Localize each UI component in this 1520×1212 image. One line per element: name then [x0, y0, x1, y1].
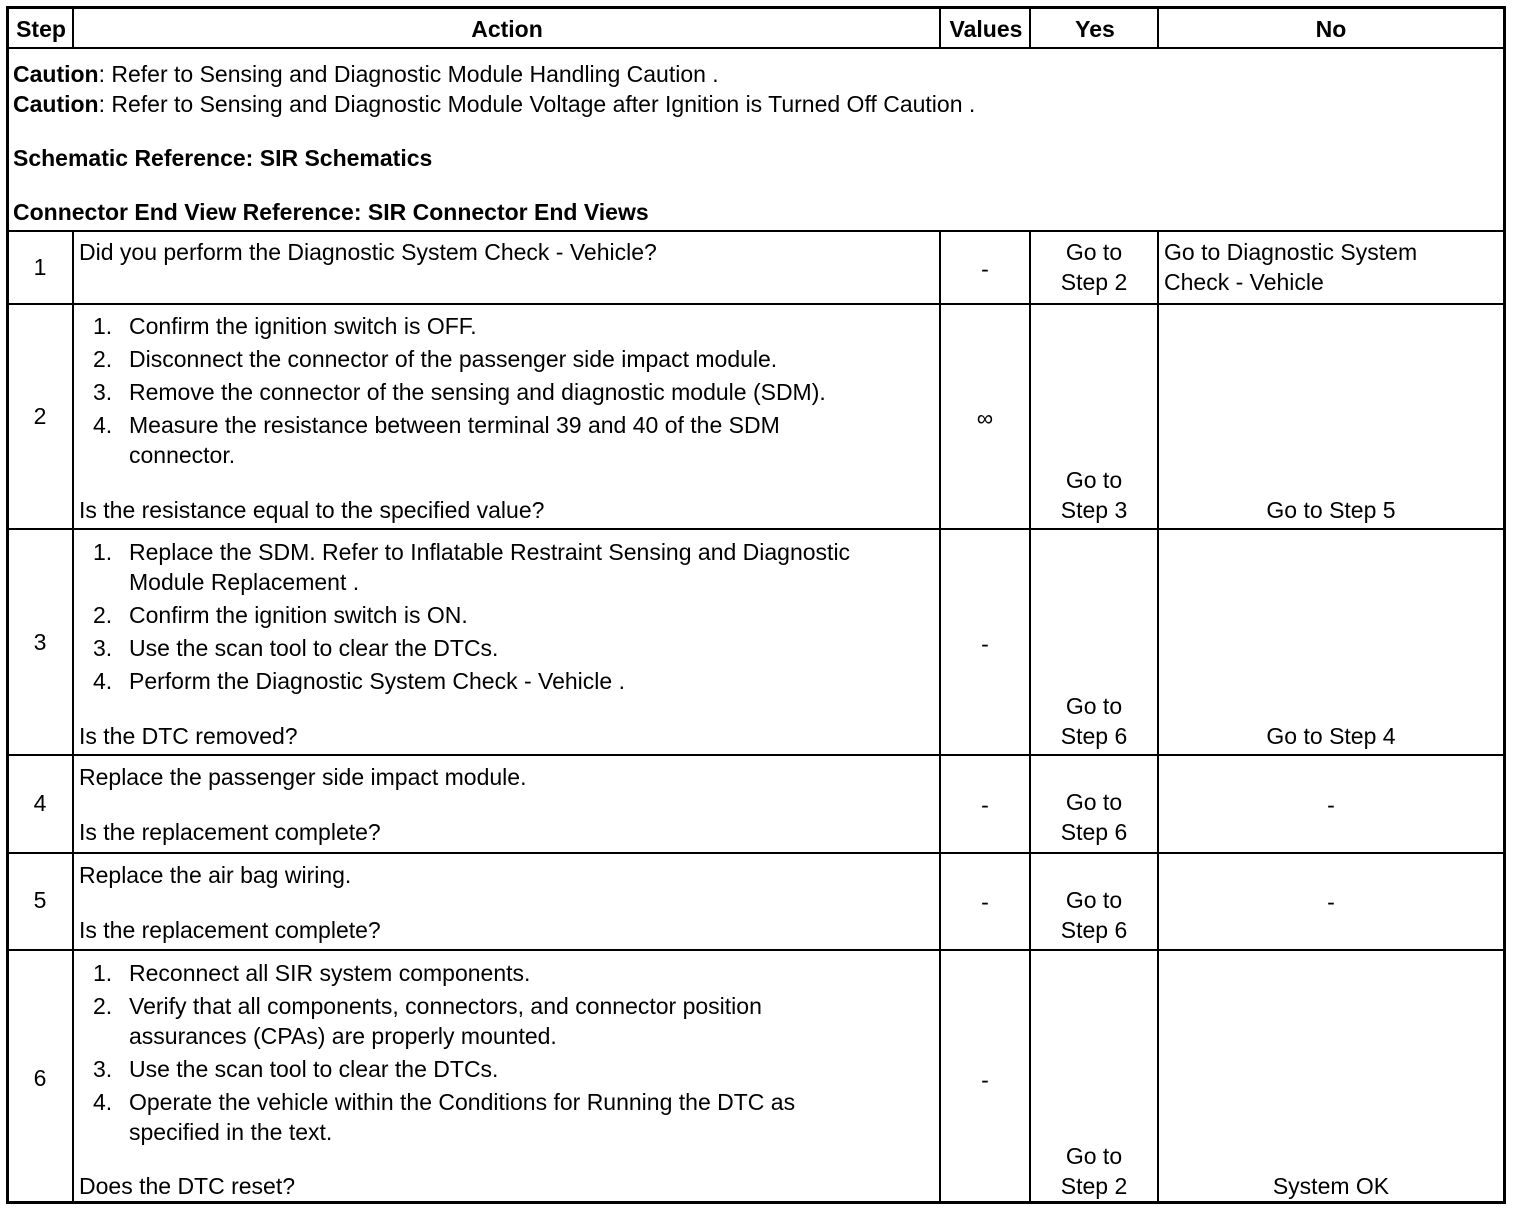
divider	[1157, 230, 1159, 1201]
yes-line: Step 6	[1060, 819, 1128, 845]
list-text: Replace the SDM. Refer to Inflatable Restraint Sensing and Diagnostic	[129, 539, 851, 565]
step-question: Is the DTC removed?	[79, 723, 298, 749]
list-text: Confirm the ignition switch is OFF.	[129, 313, 477, 339]
list-number: 2.	[93, 346, 113, 372]
step-number: 4	[33, 790, 47, 816]
step-action: Replace the passenger side impact module.	[79, 764, 527, 790]
list-number: 1.	[93, 539, 113, 565]
step-no: Go to Step 4	[1266, 723, 1396, 749]
list-text: Operate the vehicle within the Conditions for Running the DTC as	[129, 1089, 796, 1115]
list-text: Disconnect the connector of the passenger side impact module.	[129, 346, 778, 372]
list-number: 3.	[93, 635, 113, 661]
header-no: No	[1315, 16, 1347, 42]
yes-line: Go to	[1065, 239, 1123, 265]
yes-line: Step 6	[1060, 917, 1128, 943]
step-question: Is the replacement complete?	[79, 917, 381, 943]
yes-line: Go to	[1065, 789, 1123, 815]
list-text: Remove the connector of the sensing and diagnostic module (SDM).	[129, 379, 826, 405]
yes-line: Step 2	[1060, 1173, 1128, 1199]
list-text: assurances (CPAs) are properly mounted.	[129, 1023, 557, 1049]
step-yes	[1031, 465, 1157, 525]
divider	[1029, 9, 1031, 49]
step-number: 6	[33, 1065, 47, 1091]
divider	[9, 754, 1503, 756]
divider	[9, 230, 1503, 232]
list-number: 4.	[93, 412, 113, 438]
list-number: 1.	[93, 960, 113, 986]
divider	[9, 949, 1503, 951]
list-text: Reconnect all SIR system components.	[129, 960, 531, 986]
caution-text: : Refer to Sensing and Diagnostic Module Voltage after Ignition is Turned Off Caution .	[98, 91, 976, 117]
step-action: Replace the air bag wiring.	[79, 862, 352, 888]
divider	[9, 303, 1503, 305]
list-text: connector.	[129, 442, 236, 468]
step-no: -	[1327, 889, 1335, 915]
list-text: Measure the resistance between terminal 39 and 40 of the SDM	[129, 412, 780, 438]
divider	[1157, 9, 1159, 49]
step-no: System OK	[1272, 1173, 1390, 1199]
list-text: specified in the text.	[129, 1119, 333, 1145]
caution-line	[13, 89, 975, 119]
caution-text: : Refer to Sensing and Diagnostic Module Handling Caution .	[98, 61, 719, 87]
step-question: Is the replacement complete?	[79, 819, 381, 845]
yes-line: Go to	[1065, 467, 1123, 493]
divider	[72, 9, 74, 49]
yes-line: Go to	[1065, 693, 1123, 719]
no-line: Check - Vehicle	[1164, 269, 1324, 295]
step-no: -	[1327, 792, 1335, 818]
step-value: -	[981, 792, 989, 818]
step-value: -	[981, 256, 989, 282]
list-number: 1.	[93, 313, 113, 339]
step-number: 5	[33, 887, 47, 913]
header-action: Action	[471, 16, 543, 42]
step-action: Did you perform the Diagnostic System Check - Vehicle?	[79, 239, 657, 265]
caution-label: Caution	[13, 91, 99, 117]
list-number: 2.	[93, 993, 113, 1019]
divider	[939, 9, 941, 49]
divider	[72, 230, 74, 1201]
no-line: Go to Diagnostic System	[1164, 239, 1418, 265]
step-no: Go to Step 5	[1266, 497, 1396, 523]
step-number: 3	[33, 629, 47, 655]
diagnostic-table	[6, 6, 1506, 1204]
list-text: Confirm the ignition switch is ON.	[129, 602, 468, 628]
header-values: Values	[949, 16, 1023, 42]
divider	[939, 230, 941, 1201]
step-question: Does the DTC reset?	[79, 1173, 296, 1199]
list-text: Use the scan tool to clear the DTCs.	[129, 1056, 499, 1082]
list-number: 3.	[93, 379, 113, 405]
step-yes	[1031, 237, 1157, 297]
yes-line: Step 6	[1060, 723, 1128, 749]
step-number: 1	[33, 254, 47, 280]
schematic-reference: Schematic Reference: SIR Schematics	[13, 145, 433, 171]
caution-line	[13, 59, 975, 89]
list-text: Module Replacement .	[129, 569, 360, 595]
step-number: 2	[33, 403, 47, 429]
step-value: ∞	[976, 405, 994, 431]
list-text: Perform the Diagnostic System Check - Vehicle .	[129, 668, 625, 694]
divider	[9, 852, 1503, 854]
list-number: 3.	[93, 1056, 113, 1082]
caution-label: Caution	[13, 61, 99, 87]
step-yes	[1031, 787, 1157, 847]
divider	[9, 47, 1503, 49]
step-question: Is the resistance equal to the specified value?	[79, 497, 545, 523]
yes-line: Go to	[1065, 887, 1123, 913]
connector-reference: Connector End View Reference: SIR Connector End Views	[13, 199, 649, 225]
step-value: -	[981, 631, 989, 657]
header-yes: Yes	[1075, 16, 1115, 42]
list-text: Use the scan tool to clear the DTCs.	[129, 635, 499, 661]
list-number: 2.	[93, 602, 113, 628]
caution-block	[13, 59, 975, 227]
step-yes	[1031, 1141, 1157, 1201]
yes-line: Step 3	[1060, 497, 1128, 523]
yes-line: Go to	[1065, 1143, 1123, 1169]
list-text: Verify that all components, connectors, and connector position	[129, 993, 762, 1019]
list-number: 4.	[93, 1089, 113, 1115]
yes-line: Step 2	[1060, 269, 1128, 295]
step-no	[1164, 237, 1417, 297]
header-step: Step	[16, 16, 66, 42]
step-yes	[1031, 691, 1157, 751]
step-yes	[1031, 885, 1157, 945]
step-value: -	[981, 1067, 989, 1093]
list-number: 4.	[93, 668, 113, 694]
step-value: -	[981, 889, 989, 915]
divider	[9, 528, 1503, 530]
